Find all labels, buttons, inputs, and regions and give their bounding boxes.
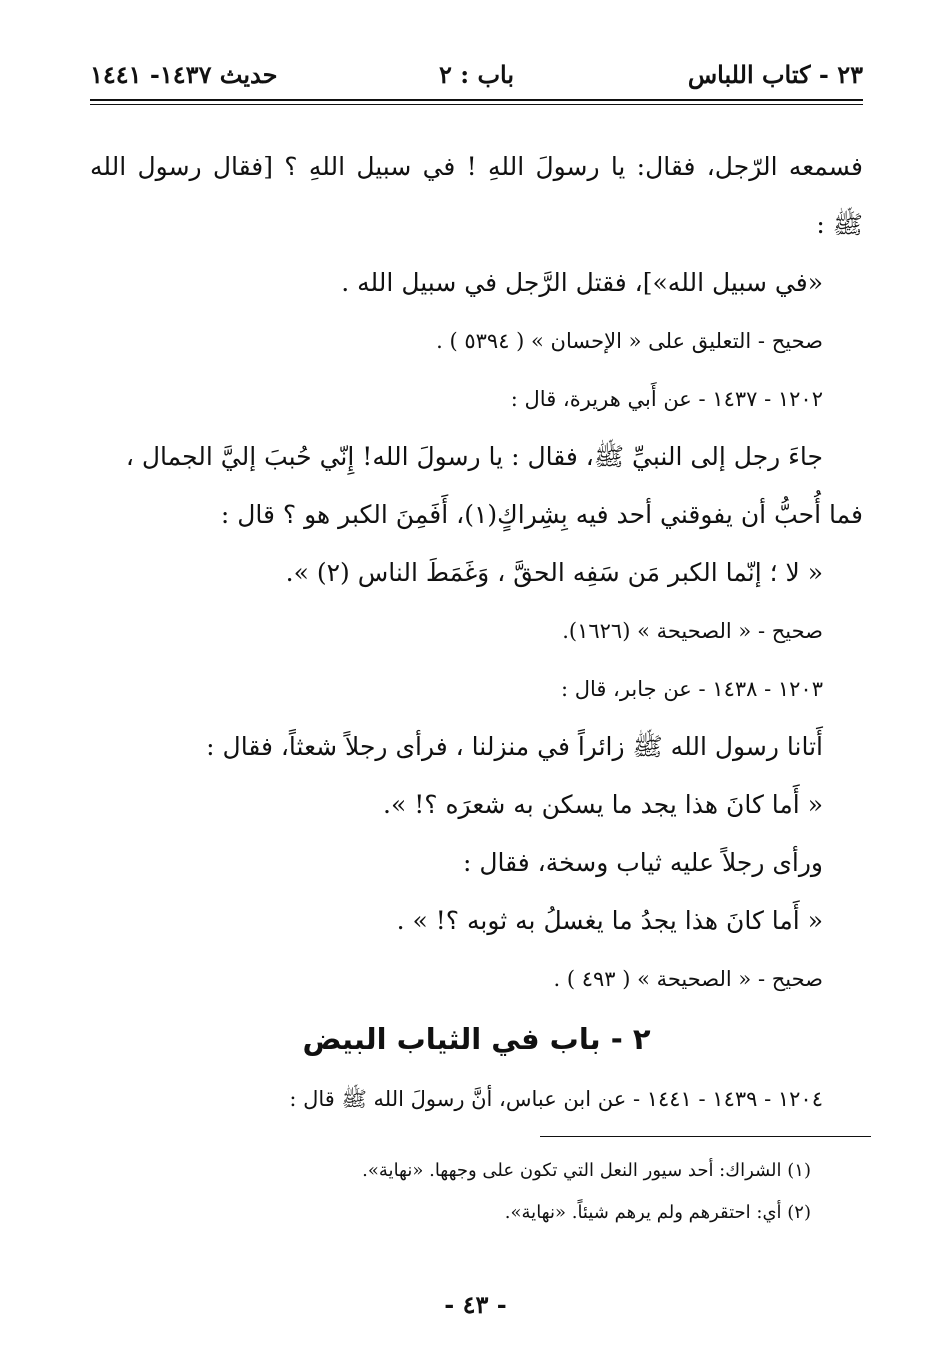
text-line: فسمعه الرّجل، فقال: يا رسولَ اللهِ ! في سبيل اللهِ ؟ [فقال رسول الله: [90, 152, 863, 181]
text-line: «في سبيل الله»]، فقتل الرَّجل في سبيل الله .: [341, 268, 823, 297]
hadith-number-line: ١٢٠٢ - ١٤٣٧ - عن أَبي هريرة، قال :: [510, 387, 823, 411]
text-line: « لا ؛ إنّما الكبر مَن سَفِه الحقَّ ، وَغَمَطَ الناس (٢) ».: [285, 558, 823, 587]
header-chapter: ٢٣ - كتاب اللباس: [687, 60, 863, 89]
text-line: ورأى رجلاً عليه ثياب وسخة، فقال :: [462, 848, 823, 877]
header-rule-thin: [90, 104, 863, 105]
footnote-rule: [540, 1136, 871, 1137]
page-number: - ٤٣ -: [444, 1290, 507, 1319]
hadith-number-line: ١٢٠٣ - ١٤٣٨ - عن جابر، قال :: [560, 677, 823, 701]
text-line: « أَما كانَ هذا يجدُ ما يغسلُ به ثوبه ؟! » .: [396, 906, 823, 935]
text-line: « أَما كانَ هذا يجد ما يسكن به شعرَه ؟! ».: [383, 790, 823, 819]
header-section: باب : ٢: [438, 60, 515, 89]
text-line: أَتانا رسول الله ﷺ زائراً في منزلنا ، فرأى رجلاً شعثاً، فقال :: [206, 732, 823, 761]
section-title: ٢ - باب في الثياب البيض: [302, 1022, 651, 1056]
grading-line: صحيح - « الصحيحة » (١٦٢٦).: [562, 619, 823, 643]
header-hadith-range: حديث ١٤٣٧- ١٤٤١: [90, 60, 278, 89]
text-line: ﷺ :: [816, 210, 863, 239]
running-header: [90, 56, 863, 100]
header-rule-thick: [90, 99, 863, 101]
page-body: [90, 138, 863, 1128]
grading-line: صحيح - « الصحيحة » ( ٤٩٣ ) .: [553, 967, 823, 991]
hadith-number-line: ١٢٠٤ - ١٤٣٩ - ١٤٤١ - عن ابن عباس، أنَّ رسولَ الله ﷺ قال :: [289, 1087, 823, 1111]
footnotes: [90, 1150, 811, 1234]
footnote: (٢) أي: احتقرهم ولم يرهم شيئاً. «نهاية».: [504, 1202, 811, 1223]
text-line: فما أُحبُّ أن يفوقني أحد فيه بِشِراكٍ(١)، أَفَمِنَ الكبر هو ؟ قال :: [220, 500, 863, 529]
footnote: (١) الشراك: أحد سيور النعل التي تكون على وجهها. «نهاية».: [362, 1160, 811, 1181]
text-line: جاءَ رجل إلى النبيِّ ﷺ، فقال : يا رسولَ الله! إِنّي حُببَ إليَّ الجمال ،: [125, 442, 823, 471]
grading-line: صحيح - التعليق على « الإحسان » ( ٥٣٩٤ ) .: [436, 329, 823, 353]
